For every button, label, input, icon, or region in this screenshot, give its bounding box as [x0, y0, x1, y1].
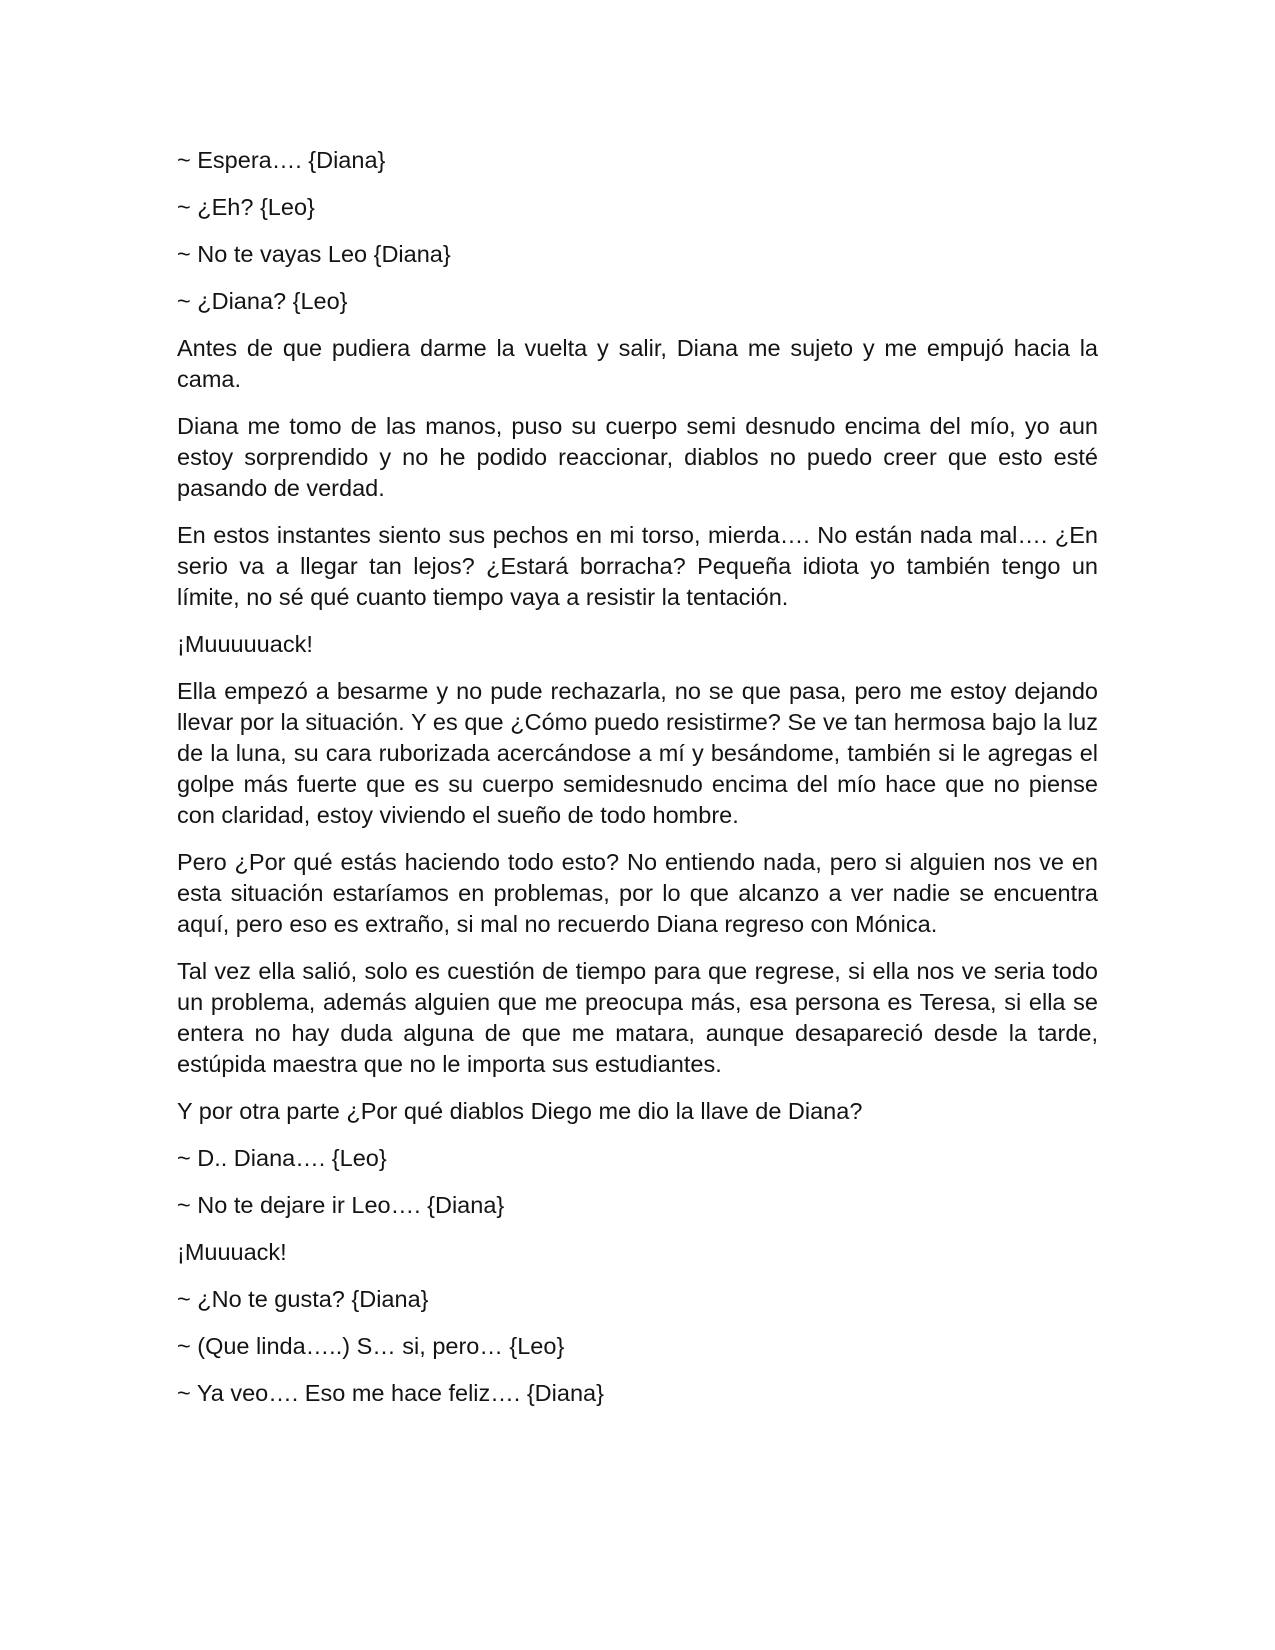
narrative-paragraph: Diana me tomo de las manos, puso su cuerpo semi desnudo encima del mío, yo aun estoy sorprendido y no he podido reaccionar, diablos no puedo creer que esto esté pasando de verdad.: [177, 413, 1098, 501]
dialogue-line: ~ Ya veo…. Eso me hace feliz…. {Diana}: [177, 1380, 604, 1406]
document-body: [177, 145, 1098, 1425]
sound-effect-line: ¡Muuuuuack!: [177, 631, 313, 657]
narrative-paragraph: Antes de que pudiera darme la vuelta y salir, Diana me sujeto y me empujó hacia la cama.: [177, 335, 1098, 392]
sound-effect-line: ¡Muuuack!: [177, 1239, 287, 1265]
dialogue-line: ~ ¿No te gusta? {Diana}: [177, 1286, 429, 1312]
dialogue-line: ~ No te dejare ir Leo…. {Diana}: [177, 1192, 505, 1218]
dialogue-line: ~ D.. Diana…. {Leo}: [177, 1145, 387, 1171]
dialogue-line: ~ No te vayas Leo {Diana}: [177, 241, 451, 267]
narrative-paragraph: Y por otra parte ¿Por qué diablos Diego me dio la llave de Diana?: [177, 1098, 863, 1124]
dialogue-line: ~ ¿Eh? {Leo}: [177, 194, 315, 220]
narrative-paragraph: Pero ¿Por qué estás haciendo todo esto? No entiendo nada, pero si alguien nos ve en esta situación estaríamos en problemas, por lo que alcanzo a ver nadie se encuentra aquí, pero eso es extraño, si mal no recuerdo Diana regreso con Mónica.: [177, 849, 1098, 937]
dialogue-line: ~ (Que linda…..) S… si, pero… {Leo}: [177, 1333, 565, 1359]
dialogue-line: ~ ¿Diana? {Leo}: [177, 288, 348, 314]
narrative-paragraph: En estos instantes siento sus pechos en mi torso, mierda…. No están nada mal…. ¿En serio va a llegar tan lejos? ¿Estará borracha? Pequeña idiota yo también tengo un límite, no sé qué cuanto tiempo vaya a resistir la tentación.: [177, 522, 1098, 610]
dialogue-line: ~ Espera…. {Diana}: [177, 147, 386, 173]
narrative-paragraph: Tal vez ella salió, solo es cuestión de tiempo para que regrese, si ella nos ve seria todo un problema, además alguien que me preocupa más, esa persona es Teresa, si ella se entera no hay duda alguna de que me matara, aunque desapareció desde la tarde, estúpida maestra que no le importa sus estudiantes.: [177, 958, 1098, 1077]
narrative-paragraph: Ella empezó a besarme y no pude rechazarla, no se que pasa, pero me estoy dejando llevar por la situación. Y es que ¿Cómo puedo resistirme? Se ve tan hermosa bajo la luz de la luna, su cara ruborizada acercándose a mí y besándome, también si le agregas el golpe más fuerte que es su cuerpo semidesnudo encima del mío hace que no piense con claridad, estoy viviendo el sueño de todo hombre.: [177, 678, 1098, 828]
